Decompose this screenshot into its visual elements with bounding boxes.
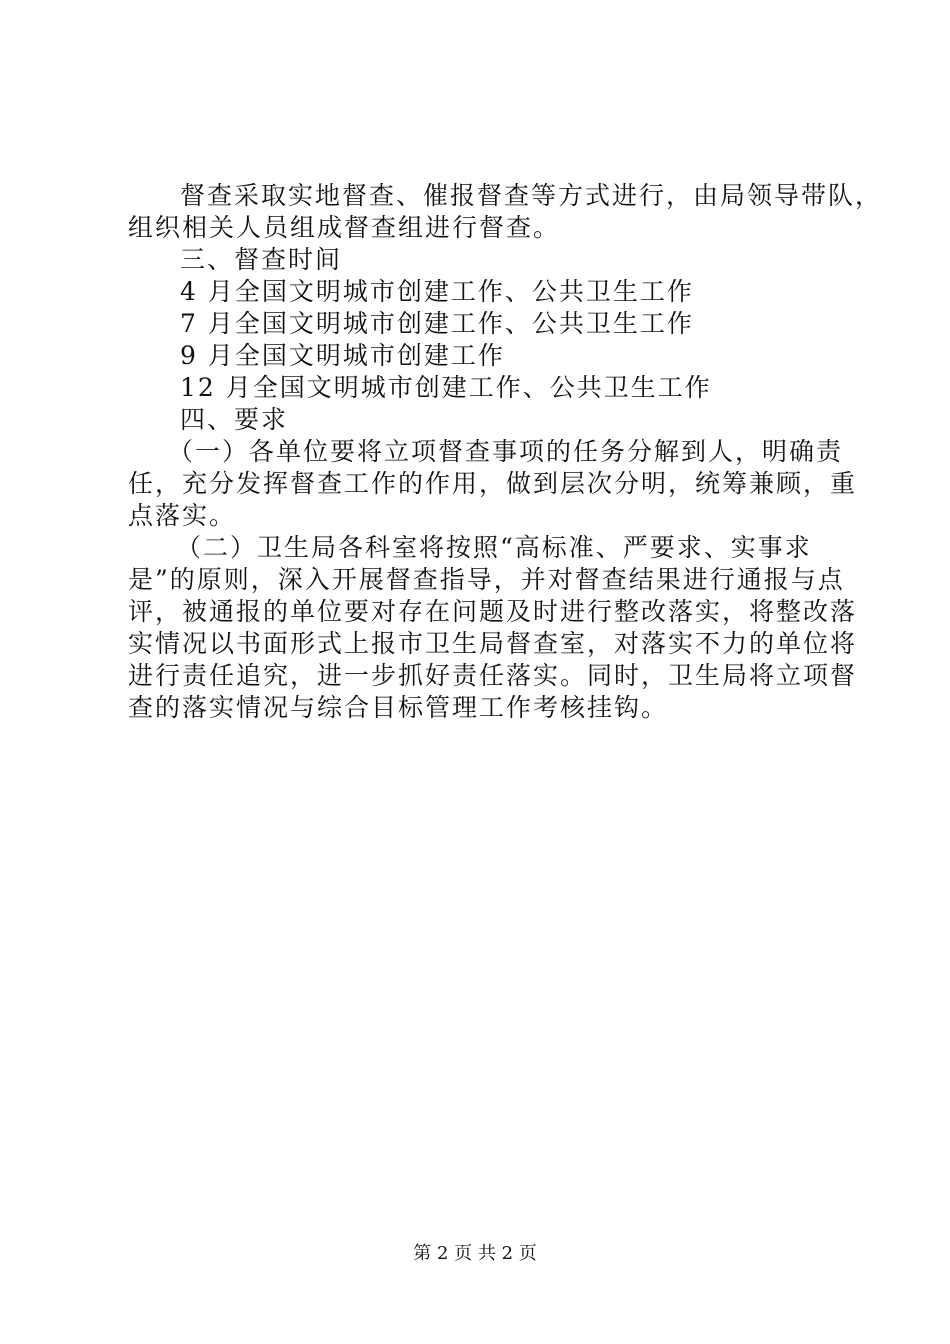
paragraph-line: 点落实。 — [128, 501, 237, 530]
paragraph-line: 查的落实情况与综合目标管理工作考核挂钩。 — [128, 693, 669, 722]
section-heading: 四、要求 — [180, 405, 289, 434]
schedule-item: 9 月全国文明城市创建工作 — [180, 341, 505, 370]
paragraph-line: 任，充分发挥督查工作的作用，做到层次分明，统筹兼顾，重 — [128, 469, 858, 498]
paragraph-line: 评，被通报的单位要对存在问题及时进行整改落实，将整改落 — [128, 597, 858, 626]
schedule-item: 7 月全国文明城市创建工作、公共卫生工作 — [180, 309, 694, 338]
section-heading: 三、督查时间 — [180, 245, 343, 274]
paragraph-line: （一）各单位要将立项督查事项的任务分解到人，明确责 — [168, 437, 844, 466]
schedule-item: 4 月全国文明城市创建工作、公共卫生工作 — [180, 277, 694, 306]
schedule-item: 12 月全国文明城市创建工作、公共卫生工作 — [180, 373, 712, 402]
paragraph-line: 是”的原则，深入开展督查指导，并对督查结果进行通报与点 — [128, 565, 845, 594]
paragraph-line: 督查采取实地督查、催报督查等方式进行，由局领导带队， — [180, 181, 883, 210]
paragraph-line: 进行责任追究，进一步抓好责任落实。同时，卫生局将立项督 — [128, 661, 858, 690]
page-footer: 第 2 页 共 2 页 — [413, 1243, 537, 1264]
paragraph-line: （二）卫生局各科室将按照“高标准、严要求、实事求 — [176, 533, 812, 562]
paragraph-line: 组织相关人员组成督查组进行督查。 — [128, 213, 561, 242]
paragraph-line: 实情况以书面形式上报市卫生局督查室，对落实不力的单位将 — [128, 629, 858, 658]
